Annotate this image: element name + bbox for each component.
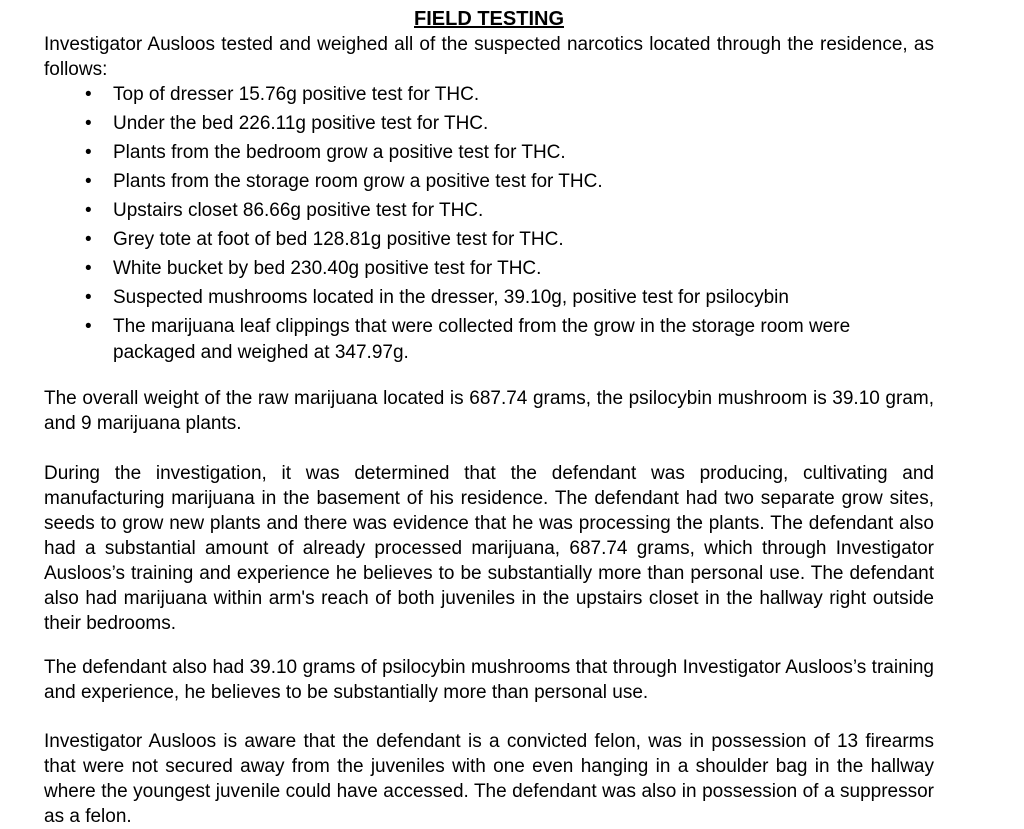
list-item-storage-room-plants: • Plants from the storage room grow a positive test for THC. <box>113 169 934 195</box>
intro-paragraph: Investigator Ausloos tested and weighed all of the suspected narcotics located through the residence, as follows: <box>44 34 934 80</box>
paragraph-felon-firearms: Investigator Ausloos is aware that the defendant is a convicted felon, was in possession of 13 firearms that were not secured away from the juveniles with one even hanging in a shoulder bag in the hallway where the youngest juvenile could have accessed. The defendant was also in possession of a suppressor as a felon. <box>44 731 934 827</box>
page-title: FIELD TESTING <box>414 8 564 30</box>
paragraph-overall-weight: The overall weight of the raw marijuana located is 687.74 grams, the psilocybin mushroom is 39.10 gram, and 9 marijuana plants. <box>44 388 934 434</box>
list-item-top-of-dresser: • Top of dresser 15.76g positive test for THC. <box>113 82 934 108</box>
list-item-leaf-clippings: • The marijuana leaf clippings that were collected from the grow in the storage room were packaged and weighed at 347.97g. <box>113 314 934 366</box>
list-item-bedroom-plants: • Plants from the bedroom grow a positive test for THC. <box>113 140 934 166</box>
list-item-upstairs-closet: • Upstairs closet 86.66g positive test for THC. <box>113 198 934 224</box>
list-item-under-bed: • Under the bed 226.11g positive test for THC. <box>113 111 934 137</box>
list-item-mushrooms: • Suspected mushrooms located in the dresser, 39.10g, positive test for psilocybin <box>113 285 934 311</box>
list-item-grey-tote: • Grey tote at foot of bed 128.81g positive test for THC. <box>113 227 934 253</box>
field-test-findings-list <box>44 82 934 366</box>
paragraph-psilocybin-amount: The defendant also had 39.10 grams of psilocybin mushrooms that through Investigator Ausloos’s training and experience, he believes to be substantially more than personal use. <box>44 657 934 703</box>
paragraph-investigation-findings: During the investigation, it was determined that the defendant was producing, cultivating and manufacturing marijuana in the basement of his residence. The defendant had two separate grow sites, seeds to grow new plants and there was evidence that he was processing the plants. The defendant also had a substantial amount of already processed marijuana, 687.74 grams, which through Investigator Ausloos’s training and experience he believes to be substantially more than personal use. The defendant also had marijuana within arm's reach of both juveniles in the upstairs closet in the hallway right outside their bedrooms. <box>44 463 934 634</box>
list-item-white-bucket: • White bucket by bed 230.40g positive test for THC. <box>113 256 934 282</box>
